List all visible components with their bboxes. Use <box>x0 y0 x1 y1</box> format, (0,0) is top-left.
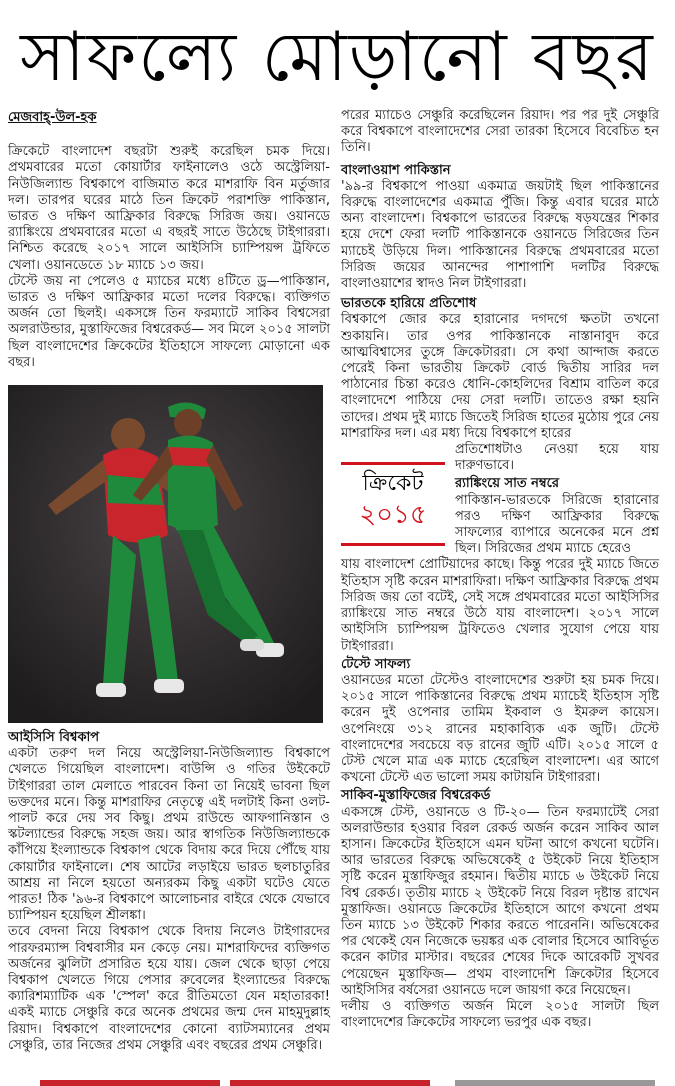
section-heading-test: টেস্টে সাফল্য <box>341 656 411 672</box>
byline: মেজবাহ্-উল-হক <box>8 110 97 125</box>
next-page-strip <box>0 1080 675 1086</box>
badge-cricket-label: ক্রিকেট <box>362 471 424 496</box>
sakib-text: একসঙ্গে টেস্ট, ওয়ানডে ও টি-২০— তিন ফরম্যাটেই সেরা অলরাউন্ডার হওয়ার বিরল রেকর্ড অর্জন করেন সাকিব আল হাসান। ক্রিকেটের ইতিহাসে এমন ঘটনা আগে কখনো ঘটেনি। আর ভারতের বিরুদ্ধে অভিষেকেই ৫ উইকেট নিয়ে ইতিহাস সৃষ্টি করেন মুস্তাফিজুর রহমান। দ্বিতীয় ম্যাচে ৬ উইকেট নিয়ে বিশ্ব রেকর্ড। তৃতীয় ম্যাচে ২ উইকেট নিয়ে বিরল দৃষ্টান্ত রাখেন মুস্তাফিজ। ওয়ানডে ক্রিকেটের ইতিহাসে আগে কখনো প্রথম তিন ম্যাচে ১৩ উইকেট শিকার করতে পারেননি। অভিষেকের পর থেকেই যেন নিজেকে ভয়ঙ্কর এক বোলার হিসেবে আবির্ভূত করেন কাটার মাস্টার। বছরের শেষের দিকে আরেকটি সুখবর পেয়েছেন মুস্তাফিজ— প্রথম বাংলাদেশি ক্রিকেটার হিসেবে আইসিসির বর্ষসেরা ওয়ানডে দলে জায়গা করে নিয়েছেন। <box>341 804 659 998</box>
ranking-text-narrow: পাকিস্তান-ভারতকে সিরিজে হারানোর পরও দক্ষিণ আফ্রিকার বিরুদ্ধে সাফল্যের ব্যাপারে অনেকের মনে প্রশ্ন ছিল। সিরিজের প্রথম ম্যাচে হেরেও <box>455 492 659 557</box>
section-heading-india: ভারতকে হারিয়ে প্রতিশোধ <box>341 296 477 312</box>
previous-page-strip <box>0 0 675 6</box>
closing-text: দলীয় ও ব্যক্তিগত অর্জন মিলে ২০১৫ সালটা ছিল বাংলাদেশের ক্রিকেটের সাফল্যে ভরপুর এক বছর। <box>341 998 659 1031</box>
intro-paragraph-1: ক্রিকেটে বাংলাদেশ বছরটা শুরুই করেছিল চমক দিয়ে। প্রথমবারের মতো কোয়ার্টার ফাইনালেও ওঠে অস্ট্রেলিয়া-নিউজিল্যান্ড বিশ্বকাপে বাজিমাত করে মাশরাফি বিন মর্তুজার দল। তারপর ঘরের মাঠে তিন ক্রিকেট পরাশক্তি পাকিস্তান, ভারত ও দক্ষিণ আফ্রিকার বিরুদ্ধে সিরিজ জয়। ওয়ানডে র‍্যাঙ্কিংয়ে প্রথমবারের মতো এ বছরই সাতে উঠেছে টাইগাররা। নিশ্চিত করেছে ২০১৭ সালে আইসিসি চ্যাম্পিয়ন্স ট্রফিতে খেলা। ওয়ানডেতে ১৮ ম্যাচে ১৩ জয়। <box>8 144 330 273</box>
section-heading-sakib: সাকিব-মুস্তাফিজের বিশ্বরেকর্ড <box>341 788 491 804</box>
celebration-photo <box>8 385 323 723</box>
right-intro: পরের ম্যাচেও সেঞ্চুরি করেছিলেন রিয়াদ। পর পর দুই সেঞ্চুরি করে বিশ্বকাপে বাংলাদেশের সেরা তারকা হিসেবে বিবেচিত হন তিনি। <box>341 108 659 156</box>
section-heading-world-cup: আইসিসি বিশ্বকাপ <box>8 730 100 745</box>
strip-block-3 <box>455 1080 655 1086</box>
world-cup-paragraph-2: তবে বেদনা নিয়ে বিশ্বকাপ থেকে বিদায় নিলেও টাইগারদের পারফরম্যান্স বিশ্ববাসীর মন কেড়ে নেয়। মাশরাফিদের ব্যক্তিগত অর্জনের ঝুলিটা প্রসারিত হয়ে যায়। জেল থেকে ছাড়া পেয়ে বিশ্বকাপ খেলতে গিয়ে পেসার রুবেলের ইংল্যান্ডের বিরুদ্ধে ক্যারিশম্যাটিক এক 'স্পেল' করে রীতিমতো যেন মহাতারকা! একই ম্যাচে সেঞ্চুরি করে অনেক প্রথমের জন্ম দেন মাহমুদুল্লাহ রিয়াদ। বিশ্বকাপে বাংলাদেশের কোনো ব্যাটসম্যানের প্রথম সেঞ্চুরি, তার নিজের প্রথম সেঞ্চুরি এবং বছরের প্রথম সেঞ্চুরি। <box>8 924 330 1053</box>
cricket-2015-badge <box>341 462 445 546</box>
test-text: ওয়ানডের মতো টেস্টেও বাংলাদেশের শুরুটা হয় চমক দিয়ে। ২০১৫ সালে পাকিস্তানের বিরুদ্ধে প্রথম ম্যাচেই ইতিহাস সৃষ্টি করেন দুই ওপেনার তামিম ইকবাল ও ইমরুল কায়েস। ওপেনিংয়ে ৩১২ রানের মহাকাব্যিক এক জুটি। টেস্টে বাংলাদেশের সবচেয়ে বড় রানের জুটি এটি। ২০১৫ সালে ৫ টেস্ট খেলে মাত্র এক ম্যাচে হেরেছিল বাংলাদেশ। এর আগে কখনো টেস্টে এত ভালো সময় কাটায়নি টাইগাররা। <box>341 672 659 786</box>
strip-block-2 <box>230 1080 430 1086</box>
badge-year-label: ২০১৫ <box>359 500 427 530</box>
headline: সাফল্যে মোড়ানো বছর <box>20 18 655 97</box>
intro-paragraph-2: টেস্টে জয় না পেলেও ৫ ম্যাচের মধ্যে ৪টিতে ড্র—পাকিস্তান, ভারত ও দক্ষিণ আফ্রিকার মতো দলের বিরুদ্ধে। ব্যক্তিগত অর্জন তো ছিলই। একসঙ্গে তিন ফরম্যাটে সাকিব বিশ্বসেরা অলরাউন্ডার, মুস্তাফিজের বিশ্বরেকর্ড— সব মিলে ২০১৫ সালটা ছিল বাংলাদেশের ক্রিকেটের ইতিহাসে সাফল্যে মোড়ানো এক বছর। <box>8 273 330 370</box>
india-text-narrow: প্রতিশোধটাও নেওয়া হয়ে যায় দারুণভাবে। <box>455 442 659 474</box>
strip-block-1 <box>40 1080 220 1086</box>
left-column <box>8 110 330 371</box>
world-cup-section <box>8 728 330 1054</box>
india-text: বিশ্বকাপে জোর করে হারানোর দগদগে ক্ষতটা তখনো শুকায়নি। তার ওপর পাকিস্তানকে নাস্তানাবুদ করে আত্মবিশ্বাসের তুঙ্গে ক্রিকেটাররা। সে কথা আন্দাজ করতে পেরেই কিনা ভারতীয় ক্রিকেট বোর্ড দ্বিতীয় সারির দল পাঠানোর চিন্তা করেও ধোনি-কোহলিদের বিশ্রাম বাতিল করে বাংলাদেশে পাঠিয়ে দেয় সেরা দলটি। তাতেও রক্ষা হয়নি তাদের। প্রথম দুই ম্যাচে জিতেই সিরিজ হাতের মুঠোয় পুরে নেয় মাশরাফির দল। এর মধ্য দিয়ে বিশ্বকাপে হারের <box>341 312 659 441</box>
pakistan-text: '৯৯-র বিশ্বকাপে পাওয়া একমাত্র জয়টাই ছিল পাকিস্তানের বিরুদ্ধে বাংলাদেশের একমাত্র পুঁজি। কিন্তু এবার ঘরের মাঠে অন্য বাংলাদেশ। বিশ্বকাপে ভারতের বিরুদ্ধে ষড়যন্ত্রের শিকার হয়ে দেশে ফেরা দলটি পাকিস্তানকে ওয়ানডে সিরিজের তিন ম্যাচেই উড়িয়ে দিল। পাকিস্তানের বিরুদ্ধে প্রথমবারের মতো সিরিজ জয়ের আনন্দের পাশাপাশি দলটির বিরুদ্ধে বাংলাওয়াশের স্বাদও নিল টাইগাররা। <box>341 178 659 292</box>
right-column <box>341 108 659 1031</box>
section-heading-pakistan: বাংলাওয়াশ পাকিস্তান <box>341 162 451 178</box>
world-cup-paragraph-1: একটা তরুণ দল নিয়ে অস্ট্রেলিয়া-নিউজিল্যান্ড বিশ্বকাপে খেলতে গিয়েছিল বাংলাদেশ। বাউন্সি ও গতির উইকেটে টাইগাররা তাল মেলাতে পারবেন কিনা তা নিয়েই ভাবনা ছিল ভক্তদের মনে। কিন্তু মাশরাফির নেতৃত্বে এই দলটাই কিনা ওলট-পালট করে দেয় সব কিছু। প্রথম রাউন্ডে আফগানিস্তান ও স্কটল্যান্ডের বিরুদ্ধে সহজ জয়। আর স্বাগতিক নিউজিল্যান্ডকে কাঁপিয়ে ইংল্যান্ডকে বিশ্বকাপ থেকে বিদায় করে দিয়ে পৌঁছে যায় কোয়ার্টার ফাইনালে। শেষ আটের লড়াইয়ে ভারত ছলচাতুরির আশ্রয় না নিলে হয়তো অন্যরকম কিছু একটা ঘটেও যেতে পারত! ঠিক '৯৬-র বিশ্বকাপে আলোচনার বাইরে থেকে যেভাবে চ্যাম্পিয়ন হয়েছিল শ্রীলঙ্কা। <box>8 746 330 924</box>
ranking-text: যায় বাংলাদেশ প্রোটিয়াদের কাছে। কিন্তু পরের দুই ম্যাচে জিতে ইতিহাস সৃষ্টি করেন মাশরাফিরা। দক্ষিণ আফ্রিকার বিরুদ্ধে প্রথম সিরিজ জয় তো বটেই, সেই সঙ্গে প্রথমবারের মতো আইসিসির র‍্যাঙ্কিংয়ে সাত নম্বরে উঠে যায় বাংলাদেশ। ২০১৭ সালে আইসিসি চ্যাম্পিয়ন্স ট্রফিতেও খেলার সুযোগ পেয়ে যায় টাইগাররা। <box>341 557 659 654</box>
section-heading-ranking: র‍্যাঙ্কিংয়ে সাত নম্বরে <box>455 476 559 492</box>
